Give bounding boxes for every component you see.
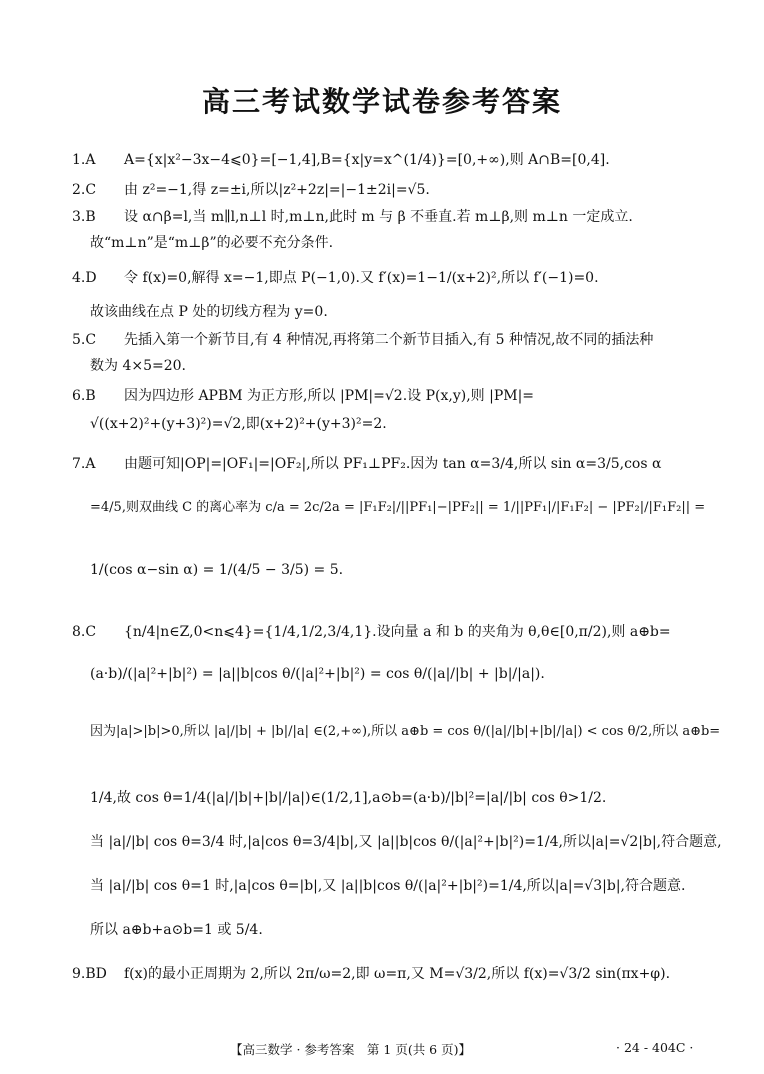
answer-line: 由 z²=−1,得 z=±i,所以|z²+2z|=|−1±2i|=√5. [124, 182, 430, 198]
answer-line: 因为四边形 APBM 为正方形,所以 |PM|=√2.设 P(x,y),则 |PM|= [124, 388, 535, 404]
answer-number: 9.BD [72, 966, 107, 982]
answer-number: 3.B [72, 209, 96, 225]
answer-line: 令 f(x)=0,解得 x=−1,即点 P(−1,0).又 f′(x)=1−1/(x+2)²,所以 f′(−1)=0. [124, 270, 599, 286]
answer-line: =4/5,则双曲线 C 的离心率为 c/a = 2c/2a = |F₁F₂|/||PF₁|−|PF₂|| = 1/||PF₁|/|F₁F₂| − |PF₂|/|F₁F₂|| = [90, 500, 706, 515]
answer-line: √((x+2)²+(y+3)²)=√2,即(x+2)²+(y+3)²=2. [90, 416, 387, 432]
answer-line: 当 |a|/|b| cos θ=1 时,|a|cos θ=|b|,又 |a||b|cos θ/(|a|²+|b|²)=1/4,所以|a|=√3|b|,符合题意. [90, 878, 686, 894]
answer-line: 因为|a|>|b|>0,所以 |a|/|b| + |b|/|a| ∈(2,+∞),所以 a⊕b = cos θ/(|a|/|b|+|b|/|a|) < cos θ/2,所以 a⊕b= [90, 724, 721, 739]
answer-number: 1.A [72, 152, 96, 168]
page-footer: 【高三数学 · 参考答案 第 1 页(共 6 页)】 [230, 1042, 471, 1057]
answer-line: 1/4,故 cos θ=1/4(|a|/|b|+|b|/|a|)∈(1/2,1],a⊙b=(a·b)/|b|²=|a|/|b| cos θ>1/2. [90, 790, 607, 806]
answer-line: {n/4|n∈Z,0<n⩽4}={1/4,1/2,3/4,1}.设向量 a 和 b 的夹角为 θ,θ∈[0,π/2),则 a⊕b= [124, 624, 671, 640]
answer-2 [72, 180, 430, 200]
answer-line: 当 |a|/|b| cos θ=3/4 时,|a|cos θ=3/4|b|,又 |a||b|cos θ/(|a|²+|b|²)=1/4,所以|a|=√2|b|,符合题意, [90, 834, 722, 850]
answer-line: 先插入第一个新节目,有 4 种情况,再将第二个新节目插入,有 5 种情况,故不同的插法种 [124, 332, 654, 348]
answer-7 [72, 454, 661, 474]
answer-line: 故“m⊥n”是“m⊥β”的必要不充分条件. [90, 235, 334, 251]
answer-6 [72, 386, 534, 406]
answer-8 [72, 622, 671, 642]
answer-number: 8.C [72, 624, 97, 640]
answer-line: 数为 4×5=20. [90, 358, 186, 374]
answer-line: 1/(cos α−sin α) = 1/(4/5 − 3/5) = 5. [90, 562, 344, 578]
answer-line: (a·b)/(|a|²+|b|²) = |a||b|cos θ/(|a|²+|b|²) = cos θ/(|a|/|b| + |b|/|a|). [90, 666, 545, 682]
answer-5 [72, 330, 653, 350]
answer-number: 2.C [72, 182, 97, 198]
page-title: 高三考试数学试卷参考答案 [201, 85, 562, 118]
answer-number: 4.D [72, 270, 97, 286]
answer-number: 6.B [72, 388, 96, 404]
answer-line: 所以 a⊕b+a⊙b=1 或 5/4. [90, 922, 263, 938]
answer-3 [72, 207, 633, 227]
document-code: · 24 - 404C · [616, 1040, 694, 1055]
answer-line: 故该曲线在点 P 处的切线方程为 y=0. [90, 304, 328, 320]
answer-4 [72, 268, 599, 288]
answer-line: 由题可知|OP|=|OF₁|=|OF₂|,所以 PF₁⊥PF₂.因为 tan α=3/4,所以 sin α=3/5,cos α [124, 456, 662, 472]
answer-line: f(x)的最小正周期为 2,所以 2π/ω=2,即 ω=π,又 M=√3/2,所以 f(x)=√3/2 sin(πx+φ). [124, 966, 671, 982]
answer-line: 设 α∩β=l,当 m∥l,n⊥l 时,m⊥n,此时 m 与 β 不垂直.若 m⊥β,则 m⊥n 一定成立. [124, 209, 633, 225]
answer-line: A={x|x²−3x−4⩽0}=[−1,4],B={x|y=x^(1/4)}=[0,+∞),则 A∩B=[0,4]. [124, 152, 610, 168]
answer-number: 5.C [72, 332, 97, 348]
answer-9 [72, 964, 670, 984]
answer-1 [72, 150, 610, 170]
answer-number: 7.A [72, 456, 96, 472]
